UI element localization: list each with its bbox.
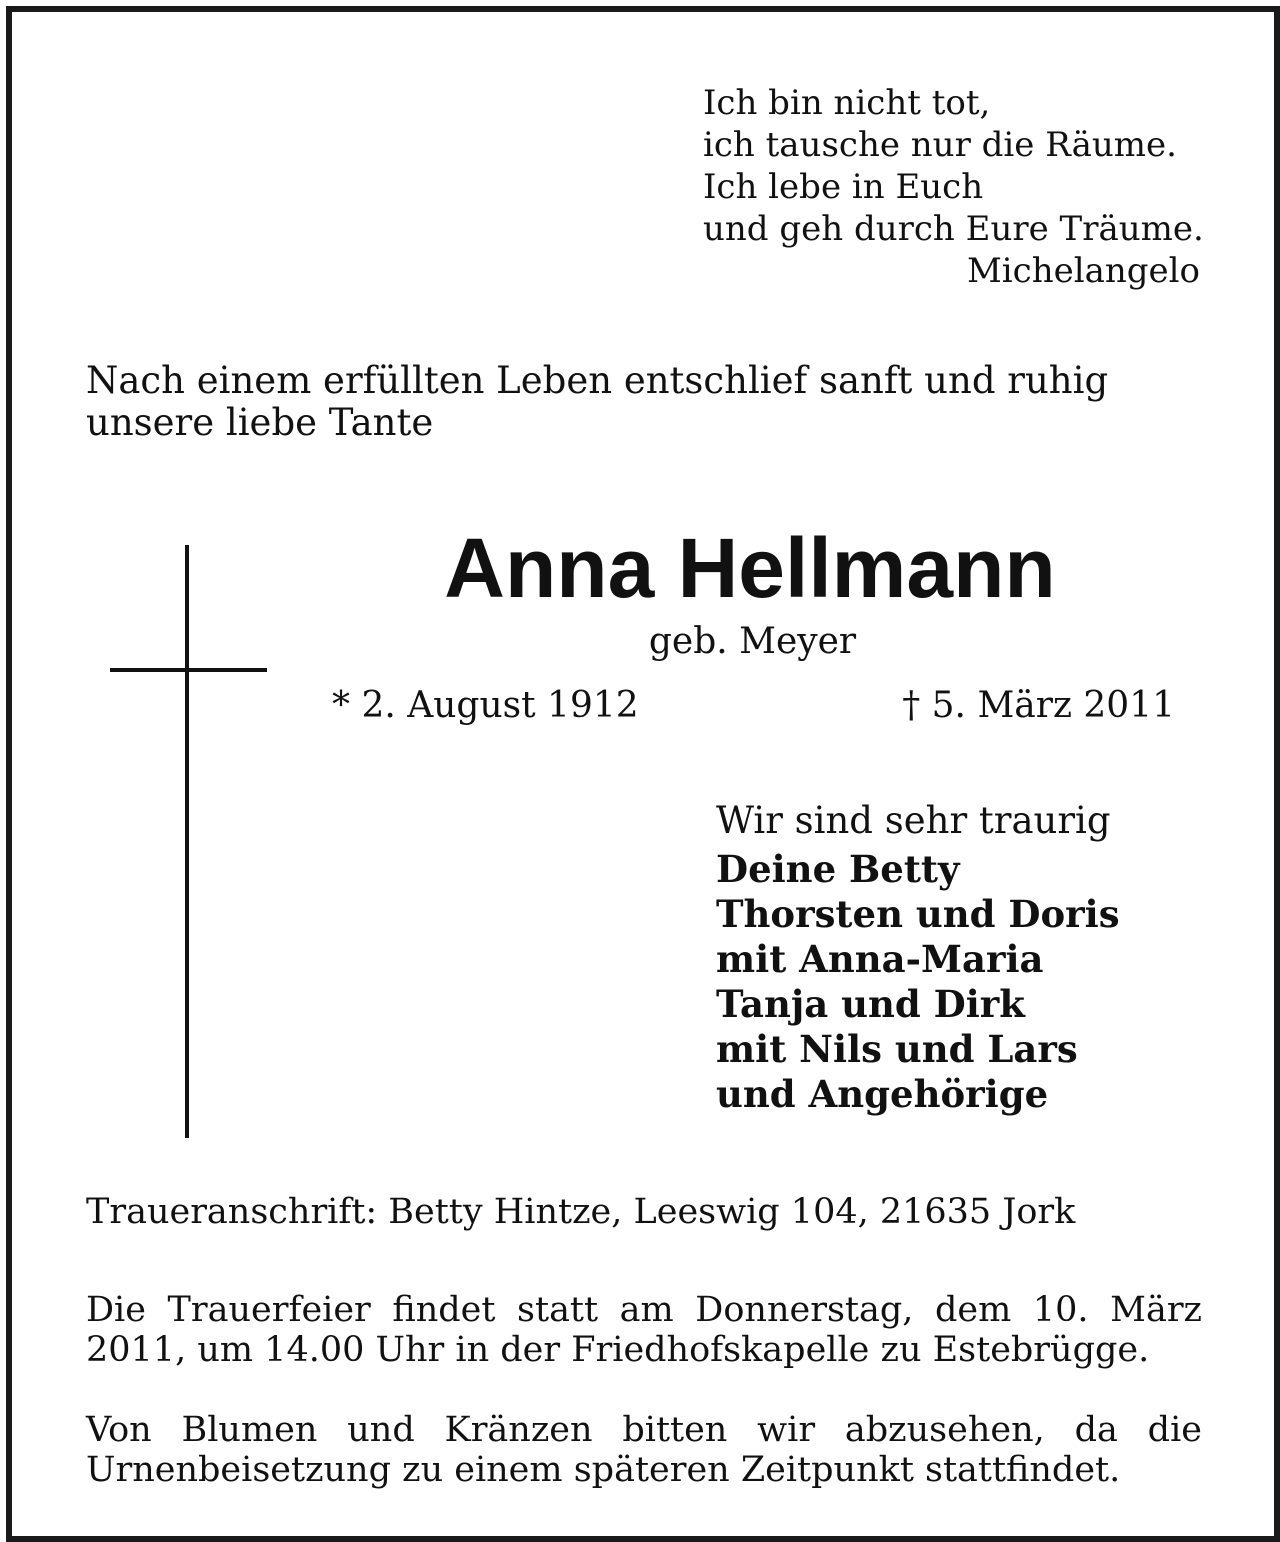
maiden-name: geb. Meyer [648,621,857,662]
death-date: † 5. März 2011 [902,685,1175,726]
ceremony-line: Die Trauerfeier findet statt am Donnerstag, dem 10. März [86,1290,1202,1330]
mourning-address: Traueranschrift: Betty Hintze, Leeswig 104, 21635 Jork [86,1192,1076,1232]
intro-line: Nach einem erfüllten Leben entschlief sanft und ruhig [86,359,1109,402]
quote-line: Ich lebe in Euch [703,167,984,207]
poem-quote [703,82,1203,292]
quote-line: Ich bin nicht tot, [703,83,991,123]
ceremony-line: 2011, um 14.00 Uhr in der Friedhofskapelle zu Estebrügge. [86,1330,1150,1370]
cross-icon [185,545,189,1138]
mourners-names [716,847,1236,1117]
birth-date: * 2. August 1912 [332,685,639,726]
mourner-name: mit Anna-Maria [716,937,1044,981]
mourners-lead: Wir sind sehr traurig [716,799,1111,842]
flowers-line: Von Blumen und Kränzen bitten wir abzusehen, da die [86,1410,1202,1450]
ceremony-info [86,1290,1202,1370]
deceased-name: Anna Hellmann [444,521,1056,615]
mourner-name: mit Nils und Lars [716,1027,1078,1071]
flowers-line: Urnenbeisetzung zu einem späteren Zeitpunkt stattfindet. [86,1450,1121,1490]
mourner-name: und Angehörige [716,1072,1049,1116]
quote-author: Michelangelo [966,251,1200,291]
intro-line: unsere liebe Tante [86,401,434,444]
mourner-name: Deine Betty [716,847,960,891]
mourners-block [716,798,1236,1117]
mourner-name: Tanja und Dirk [716,982,1025,1026]
intro-text [86,360,1206,444]
flowers-note [86,1410,1202,1490]
mourner-name: Thorsten und Doris [716,892,1120,936]
quote-line: und geh durch Eure Träume. [703,209,1204,249]
quote-line: ich tausche nur die Räume. [703,125,1177,165]
cross-icon-bar [110,668,267,672]
